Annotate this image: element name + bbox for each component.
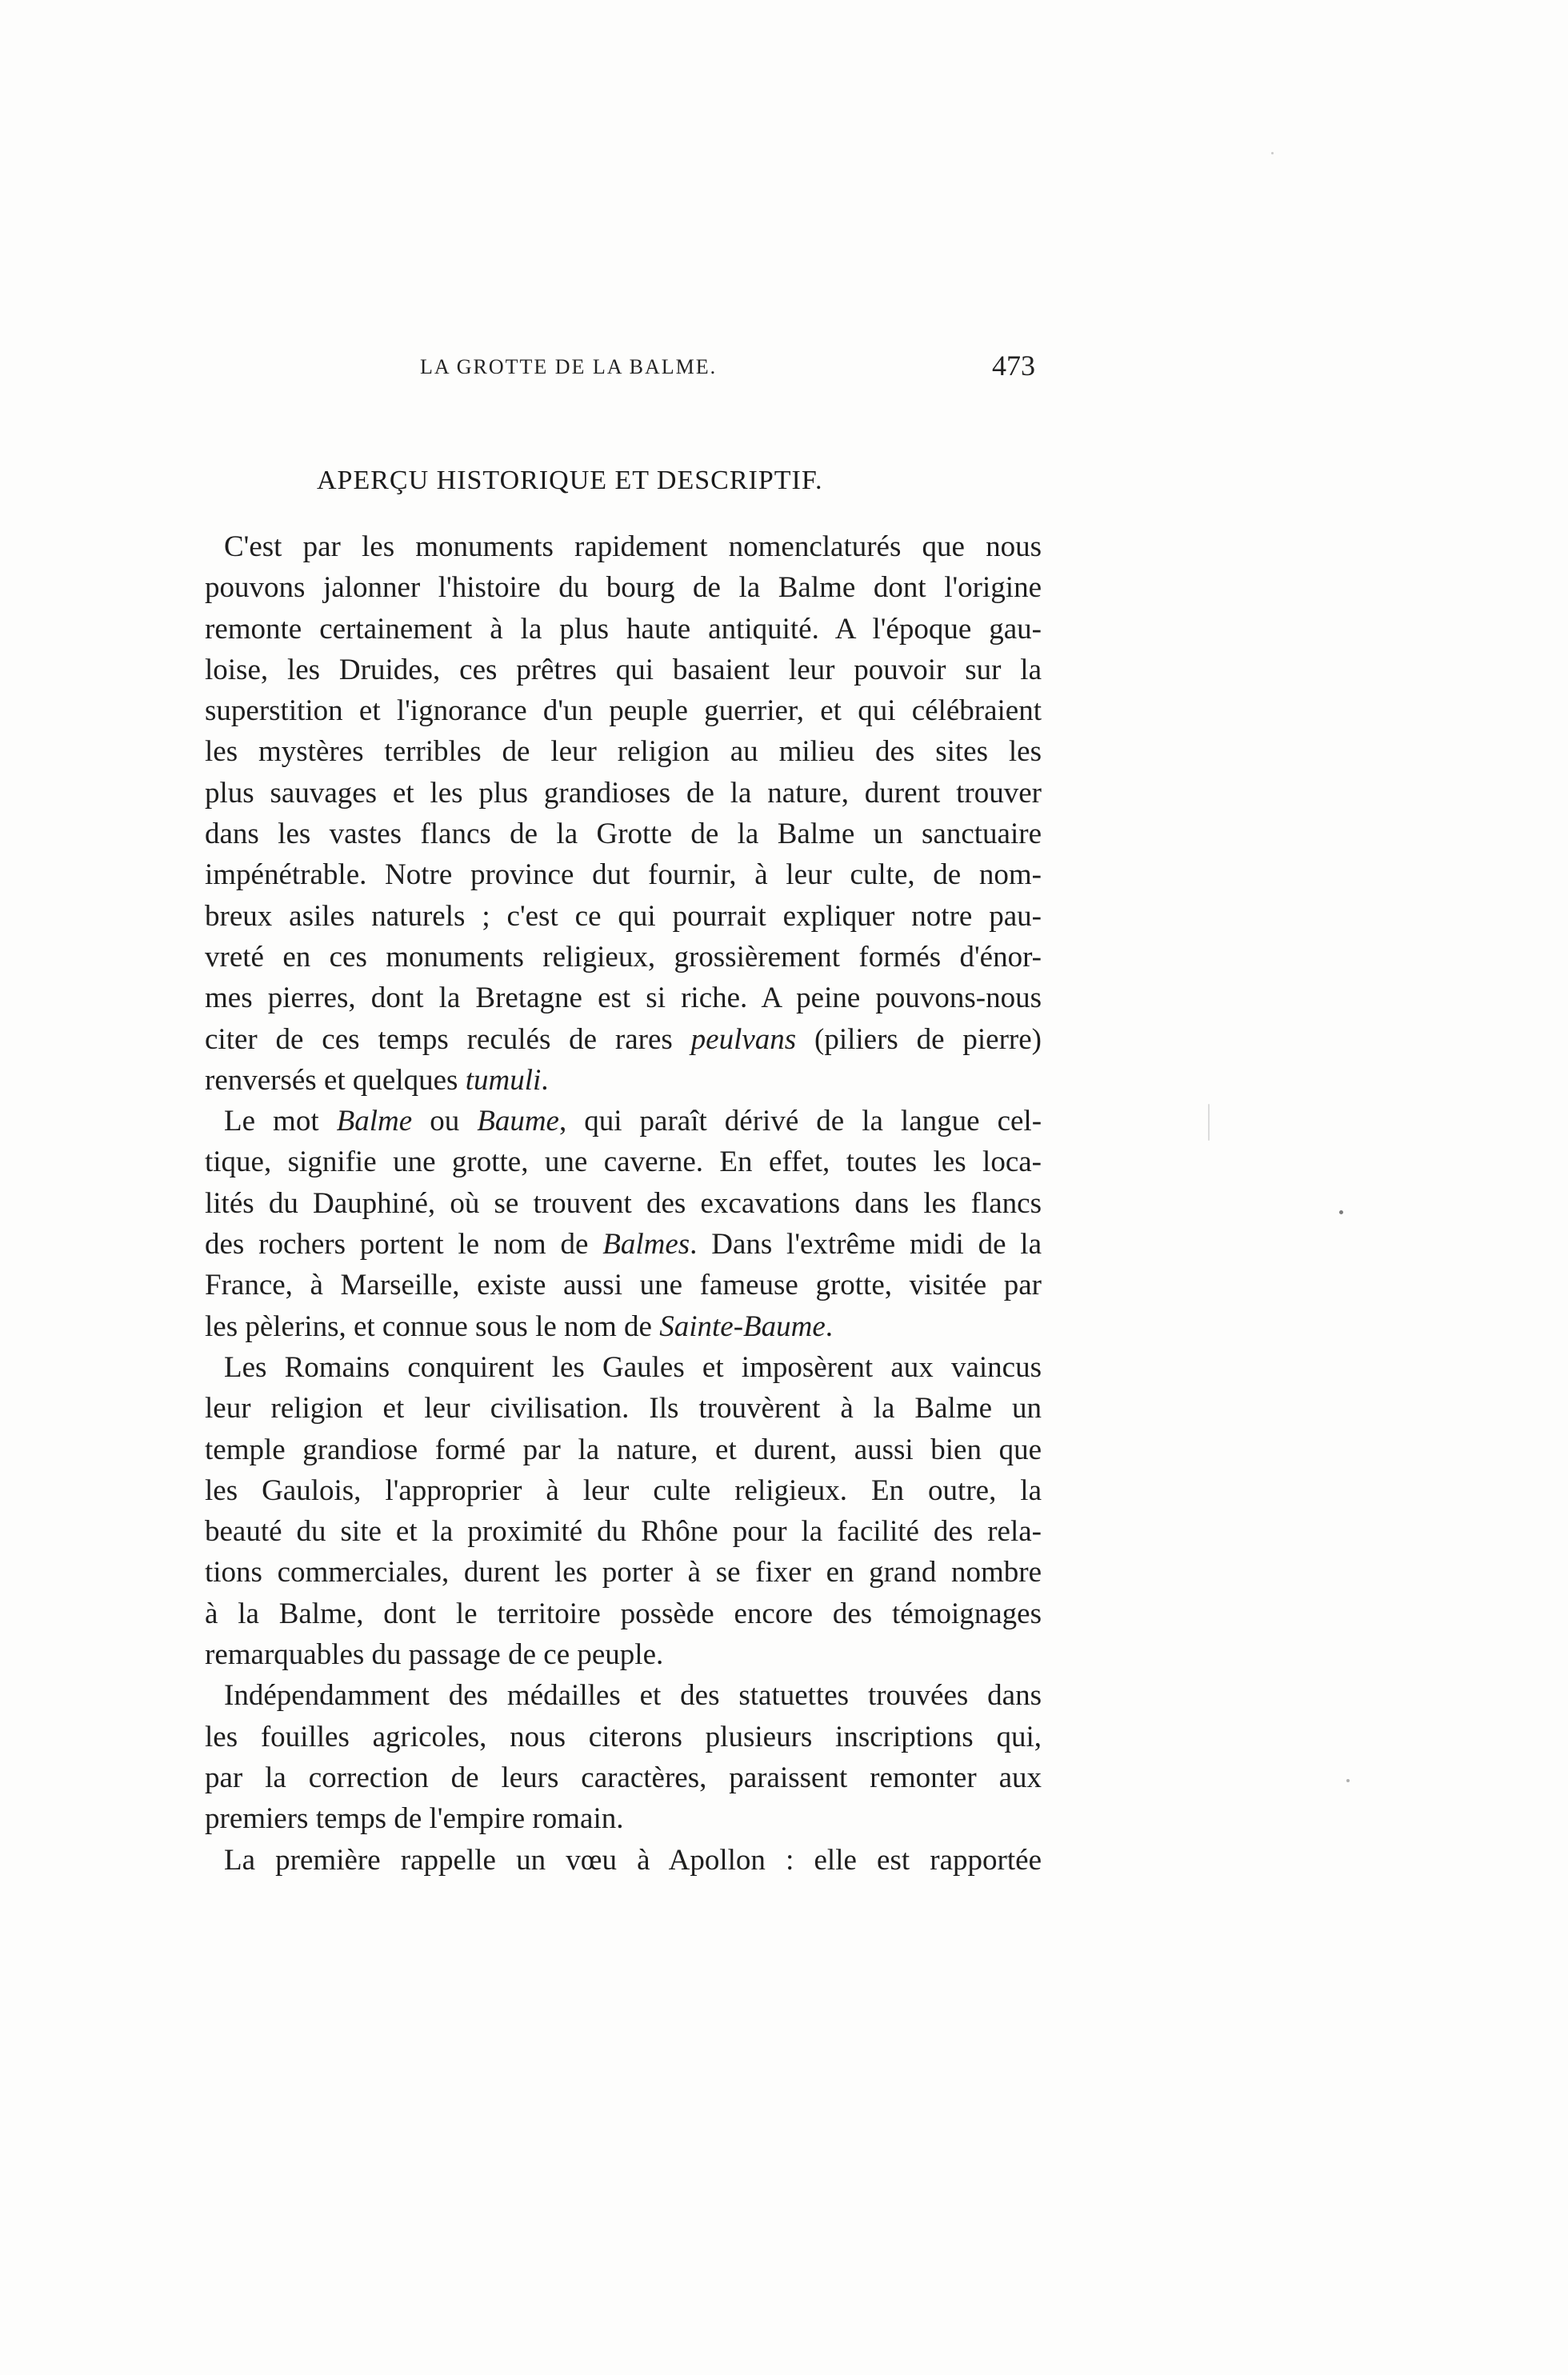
text-line: C'est par les monuments rapidement nomenclaturés que nous bbox=[224, 530, 1042, 563]
section-title: APERÇU HISTORIQUE ET DESCRIPTIF. bbox=[317, 466, 823, 495]
scan-speck bbox=[1339, 1210, 1343, 1214]
text-line: premiers temps de l'empire romain. bbox=[205, 1802, 624, 1836]
text-line: les Gaulois, l'approprier à leur culte religieux. En outre, la bbox=[205, 1473, 1042, 1507]
text-run: . Dans l'extrême midi de la bbox=[690, 1228, 1042, 1261]
text-line: Indépendamment des médailles et des statuettes trouvées dans bbox=[224, 1679, 1042, 1713]
text-line: remarquables du passage de ce peuple. bbox=[205, 1638, 664, 1672]
running-title: LA GROTTE DE LA BALME. bbox=[420, 355, 718, 378]
text-line: tions commerciales, durent les porter à se fixer en grand nombre bbox=[205, 1556, 1042, 1589]
scan-speck bbox=[1271, 152, 1274, 154]
text-line: à la Balme, dont le territoire possède encore des témoignages bbox=[205, 1597, 1042, 1630]
text-line: pouvons jalonner l'histoire du bourg de la Balme dont l'origine bbox=[205, 571, 1042, 605]
italic-term: Baume bbox=[477, 1105, 559, 1138]
text-line: remonte certainement à la plus haute antiquité. A l'époque gau- bbox=[205, 612, 1042, 646]
text-line: beauté du site et la proximité du Rhône pour la facilité des rela- bbox=[205, 1515, 1042, 1549]
text-line: breux asiles naturels ; c'est ce qui pourrait expliquer notre pau- bbox=[205, 899, 1042, 933]
text-line: plus sauvages et les plus grandioses de la nature, durent trouver bbox=[205, 776, 1042, 810]
text-line: loise, les Druides, ces prêtres qui basaient leur pouvoir sur la bbox=[205, 653, 1042, 686]
text-run: . bbox=[541, 1063, 549, 1097]
text-line bbox=[205, 1019, 1042, 1060]
text-line: France, à Marseille, existe aussi une fameuse grotte, visitée par bbox=[205, 1269, 1042, 1302]
text-line bbox=[205, 1306, 1042, 1347]
text-line bbox=[205, 1101, 1042, 1142]
text-line: La première rappelle un vœu à Apollon : elle est rapportée bbox=[224, 1843, 1042, 1877]
text-run: . bbox=[825, 1309, 834, 1343]
italic-term: Balmes bbox=[602, 1228, 690, 1261]
text-run: renversés et quelques bbox=[205, 1063, 458, 1097]
text-line: par la correction de leurs caractères, paraissent remonter aux bbox=[205, 1761, 1042, 1794]
text-run: les pèlerins, et connue sous le nom de bbox=[205, 1309, 652, 1343]
text-run: des rochers portent le nom de bbox=[205, 1228, 589, 1261]
text-line: les fouilles agricoles, nous citerons plusieurs inscriptions qui, bbox=[205, 1720, 1042, 1753]
scan-speck bbox=[1208, 1104, 1210, 1141]
text-line: dans les vastes flancs de la Grotte de la Balme un sanctuaire bbox=[205, 818, 1042, 851]
text-line: Les Romains conquirent les Gaules et imposèrent aux vaincus bbox=[224, 1350, 1042, 1384]
text-line bbox=[205, 1224, 1042, 1265]
text-line: temple grandiose formé par la nature, et durent, aussi bien que bbox=[205, 1433, 1042, 1466]
text-line: lités du Dauphiné, où se trouvent des excavations dans les flancs bbox=[205, 1186, 1042, 1220]
text-line: tique, signifie une grotte, une caverne. En effet, toutes les loca- bbox=[205, 1146, 1042, 1179]
scan-speck bbox=[1346, 1779, 1350, 1782]
text-run: (piliers de pierre) bbox=[814, 1022, 1042, 1056]
text-run: ou bbox=[430, 1105, 460, 1138]
body-text bbox=[205, 526, 1042, 1881]
text-line: mes pierres, dont la Bretagne est si riche. A peine pouvons-nous bbox=[205, 982, 1042, 1015]
text-line bbox=[205, 1060, 1042, 1101]
page-number: 473 bbox=[992, 350, 1035, 382]
text-run: citer de ces temps reculés de rares bbox=[205, 1022, 673, 1056]
italic-term: Balme bbox=[336, 1105, 413, 1138]
text-run: , qui paraît dérivé de la langue cel- bbox=[558, 1105, 1042, 1138]
text-line: les mystères terribles de leur religion au milieu des sites les bbox=[205, 735, 1042, 769]
italic-term: peulvans bbox=[690, 1022, 797, 1056]
italic-term: tumuli bbox=[465, 1063, 542, 1097]
text-line: impénétrable. Notre province dut fournir, à leur culte, de nom- bbox=[205, 858, 1042, 892]
italic-term: Sainte-Baume bbox=[659, 1309, 826, 1343]
text-line: vreté en ces monuments religieux, grossièrement formés d'énor- bbox=[205, 940, 1042, 974]
text-line: leur religion et leur civilisation. Ils trouvèrent à la Balme un bbox=[205, 1392, 1042, 1425]
text-line: superstition et l'ignorance d'un peuple guerrier, et qui célébraient bbox=[205, 694, 1042, 728]
text-run: Le mot bbox=[224, 1105, 319, 1138]
